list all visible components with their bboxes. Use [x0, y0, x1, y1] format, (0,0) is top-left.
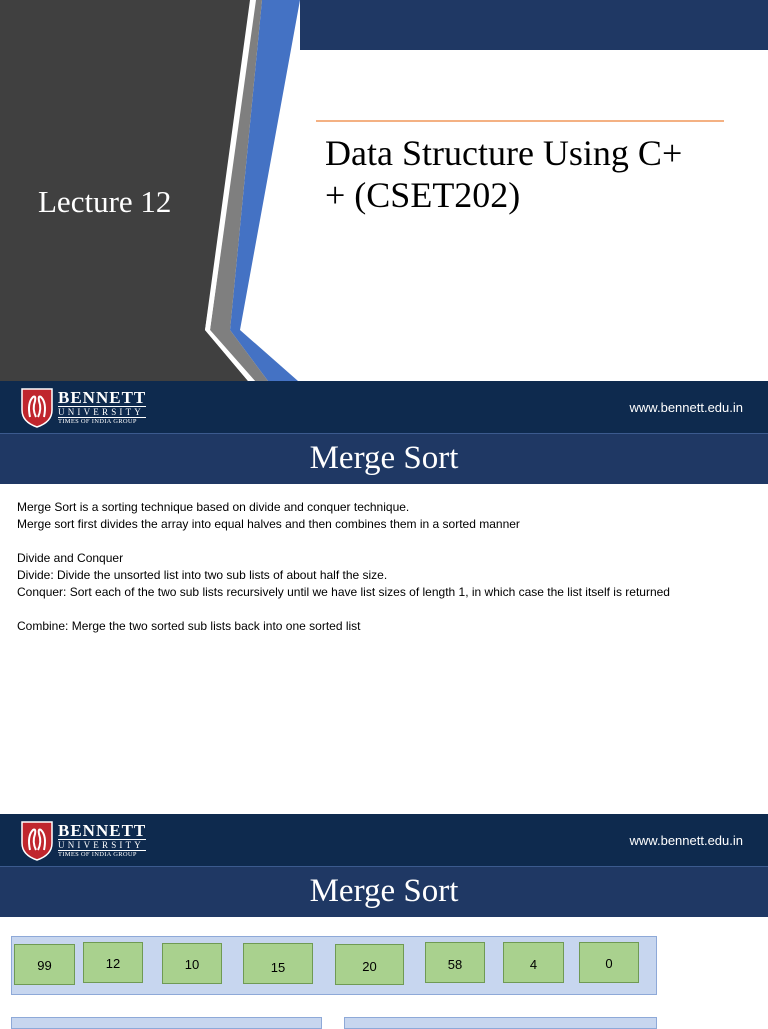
- university-logo-icon: [20, 819, 54, 861]
- body-line-2: Merge sort first divides the array into equal halves and then combines them in a sorted manner: [17, 517, 520, 531]
- array-cell: 20: [335, 944, 404, 985]
- brand-wordmark: [58, 822, 146, 859]
- university-logo-icon: [20, 386, 54, 428]
- brand-wordmark: [58, 389, 146, 426]
- brand-name: BENNETT: [58, 821, 147, 840]
- array-cell: 15: [243, 943, 313, 984]
- sub-array-panel-right: [344, 1017, 657, 1029]
- array-cell: 12: [83, 942, 143, 983]
- array-cell: 0: [579, 942, 639, 983]
- title-rule: [316, 120, 724, 122]
- array-cell: 99: [14, 944, 75, 985]
- brand-sub: UNIVERSITY: [58, 839, 146, 851]
- slide-2-body: [17, 499, 752, 635]
- brand-bar: [0, 381, 768, 433]
- course-title: [325, 132, 725, 216]
- array-cell: 4: [503, 942, 564, 983]
- lecture-number: Lecture 12: [38, 184, 172, 219]
- body-line-6: Combine: Merge the two sorted sub lists back into one sorted list: [17, 619, 361, 633]
- brand-group: TIMES OF INDIA GROUP: [58, 418, 137, 425]
- course-title-line-2: + (CSET202): [325, 175, 521, 215]
- brand-bar: [0, 814, 768, 866]
- brand-name: BENNETT: [58, 388, 147, 407]
- website-link[interactable]: www.bennett.edu.in: [629, 833, 743, 848]
- website-link[interactable]: www.bennett.edu.in: [629, 400, 743, 415]
- array-cell: 58: [425, 942, 485, 983]
- body-line-1: Merge Sort is a sorting technique based on divide and conquer technique.: [17, 500, 410, 514]
- title-slide: [0, 0, 768, 381]
- brand-sub: UNIVERSITY: [58, 406, 146, 418]
- array-panel: [11, 936, 657, 995]
- slide-3-title: Merge Sort: [0, 866, 768, 917]
- body-line-4: Divide: Divide the unsorted list into two sub lists of about half the size.: [17, 568, 388, 582]
- body-line-5: Conquer: Sort each of the two sub lists recursively until we have list sizes of length 1, in which case the list itself is returned: [17, 585, 670, 599]
- sub-array-panel-left: [11, 1017, 322, 1029]
- body-line-3: Divide and Conquer: [17, 551, 124, 565]
- slide-2-title: Merge Sort: [0, 433, 768, 484]
- brand-group: TIMES OF INDIA GROUP: [58, 851, 137, 858]
- course-title-line-1: Data Structure Using C+: [325, 133, 683, 173]
- array-cell: 10: [162, 943, 222, 984]
